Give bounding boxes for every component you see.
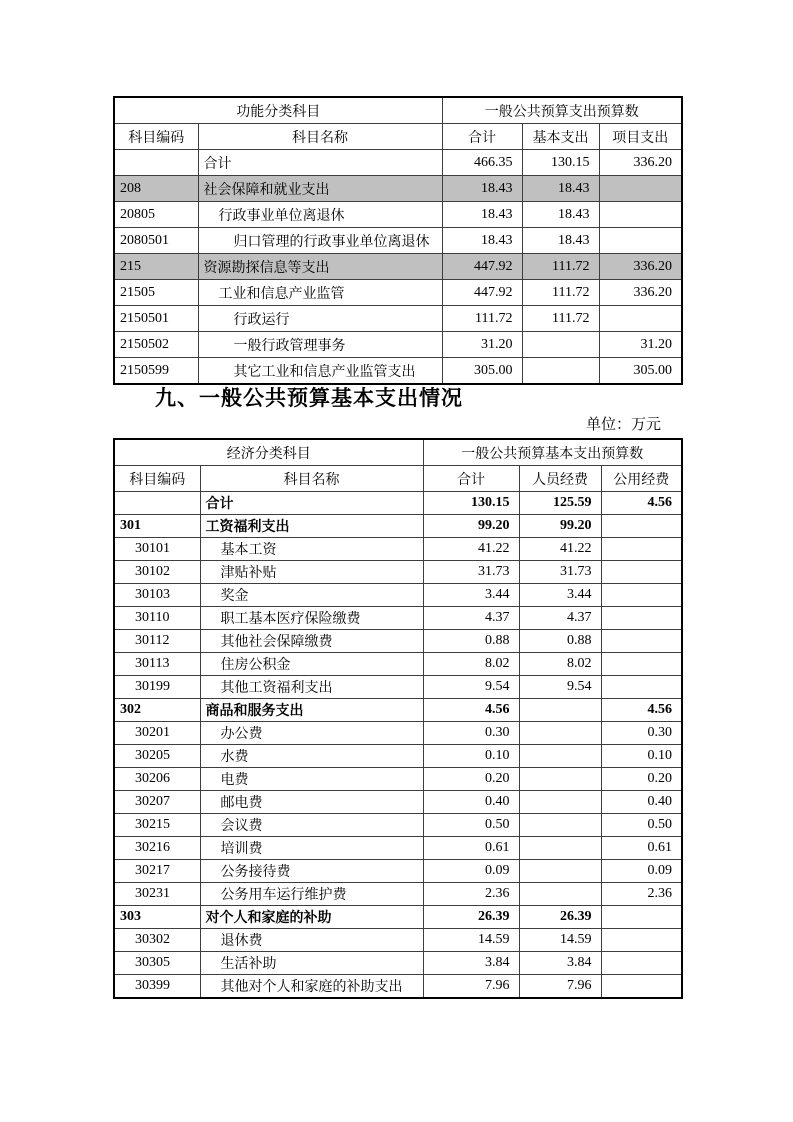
subject-name-cell: 归口管理的行政事业单位离退休 bbox=[198, 228, 442, 254]
col-header-basic-expense: 基本支出 bbox=[522, 124, 599, 150]
amount-cell bbox=[599, 228, 682, 254]
amount-cell bbox=[601, 906, 682, 929]
amount-cell: 111.72 bbox=[442, 306, 522, 332]
amount-cell: 99.20 bbox=[519, 515, 601, 538]
amount-cell bbox=[599, 306, 682, 332]
subject-code-cell: 208 bbox=[114, 176, 198, 202]
subject-code-cell: 30302 bbox=[114, 929, 200, 952]
amount-cell: 18.43 bbox=[522, 202, 599, 228]
table-row bbox=[114, 607, 682, 630]
subject-code-cell: 30101 bbox=[114, 538, 200, 561]
amount-cell: 26.39 bbox=[423, 906, 519, 929]
table-row bbox=[114, 306, 682, 332]
amount-cell bbox=[519, 837, 601, 860]
subject-name-cell: 其它工业和信息产业监管支出 bbox=[198, 358, 442, 385]
amount-cell: 447.92 bbox=[442, 280, 522, 306]
subject-name-cell: 邮电费 bbox=[200, 791, 423, 814]
amount-cell: 31.73 bbox=[519, 561, 601, 584]
section-heading: 九、一般公共预算基本支出情况 bbox=[155, 387, 463, 410]
amount-cell bbox=[601, 607, 682, 630]
amount-cell: 2.36 bbox=[423, 883, 519, 906]
group-header-economic: 经济分类科目 bbox=[114, 439, 423, 466]
subject-code-cell: 30205 bbox=[114, 745, 200, 768]
table-row bbox=[114, 584, 682, 607]
subject-code-cell: 302 bbox=[114, 699, 200, 722]
table-row bbox=[114, 745, 682, 768]
amount-cell: 3.84 bbox=[423, 952, 519, 975]
amount-cell bbox=[519, 814, 601, 837]
amount-cell bbox=[519, 860, 601, 883]
amount-cell bbox=[519, 699, 601, 722]
column-header-row bbox=[114, 466, 682, 492]
subject-code-cell bbox=[114, 150, 198, 176]
amount-cell: 31.20 bbox=[442, 332, 522, 358]
amount-cell: 18.43 bbox=[442, 228, 522, 254]
amount-cell: 0.09 bbox=[601, 860, 682, 883]
subject-name-cell: 奖金 bbox=[200, 584, 423, 607]
table-row bbox=[114, 906, 682, 929]
amount-cell bbox=[519, 768, 601, 791]
amount-cell: 4.37 bbox=[423, 607, 519, 630]
amount-cell: 0.88 bbox=[423, 630, 519, 653]
subject-name-cell: 合计 bbox=[200, 492, 423, 515]
amount-cell: 3.44 bbox=[519, 584, 601, 607]
amount-cell: 0.40 bbox=[423, 791, 519, 814]
table-row bbox=[114, 538, 682, 561]
amount-cell: 4.56 bbox=[601, 699, 682, 722]
subject-name-cell: 职工基本医疗保险缴费 bbox=[200, 607, 423, 630]
amount-cell: 4.56 bbox=[423, 699, 519, 722]
amount-cell: 7.96 bbox=[423, 975, 519, 999]
table-row bbox=[114, 228, 682, 254]
amount-cell bbox=[522, 332, 599, 358]
subject-name-cell: 培训费 bbox=[200, 837, 423, 860]
group-header-row bbox=[114, 97, 682, 124]
amount-cell: 4.56 bbox=[601, 492, 682, 515]
subject-code-cell: 30305 bbox=[114, 952, 200, 975]
amount-cell bbox=[601, 538, 682, 561]
amount-cell: 8.02 bbox=[423, 653, 519, 676]
subject-code-cell: 2150599 bbox=[114, 358, 198, 385]
table-row bbox=[114, 492, 682, 515]
subject-name-cell: 资源勘探信息等支出 bbox=[198, 254, 442, 280]
amount-cell: 305.00 bbox=[599, 358, 682, 385]
amount-cell bbox=[519, 883, 601, 906]
amount-cell: 130.15 bbox=[423, 492, 519, 515]
amount-cell: 0.30 bbox=[423, 722, 519, 745]
subject-name-cell: 津贴补贴 bbox=[200, 561, 423, 584]
amount-cell: 130.15 bbox=[522, 150, 599, 176]
unit-label: 单位：万元 bbox=[585, 417, 661, 433]
amount-cell bbox=[599, 176, 682, 202]
amount-cell: 0.30 bbox=[601, 722, 682, 745]
subject-code-cell: 30103 bbox=[114, 584, 200, 607]
subject-name-cell: 其他社会保障缴费 bbox=[200, 630, 423, 653]
amount-cell bbox=[519, 745, 601, 768]
amount-cell: 18.43 bbox=[442, 176, 522, 202]
amount-cell: 336.20 bbox=[599, 280, 682, 306]
amount-cell: 111.72 bbox=[522, 306, 599, 332]
table-row bbox=[114, 929, 682, 952]
subject-code-cell: 30216 bbox=[114, 837, 200, 860]
subject-name-cell: 办公费 bbox=[200, 722, 423, 745]
amount-cell: 9.54 bbox=[423, 676, 519, 699]
amount-cell bbox=[601, 584, 682, 607]
subject-code-cell bbox=[114, 492, 200, 515]
amount-cell bbox=[522, 358, 599, 385]
table-row bbox=[114, 699, 682, 722]
table-row bbox=[114, 975, 682, 999]
amount-cell: 31.20 bbox=[599, 332, 682, 358]
amount-cell: 0.61 bbox=[601, 837, 682, 860]
table-row bbox=[114, 883, 682, 906]
subject-name-cell: 其他工资福利支出 bbox=[200, 676, 423, 699]
subject-code-cell: 303 bbox=[114, 906, 200, 929]
subject-name-cell: 行政运行 bbox=[198, 306, 442, 332]
subject-code-cell: 2150501 bbox=[114, 306, 198, 332]
table-row bbox=[114, 791, 682, 814]
table-row bbox=[114, 150, 682, 176]
subject-code-cell: 30231 bbox=[114, 883, 200, 906]
amount-cell: 99.20 bbox=[423, 515, 519, 538]
subject-name-cell: 工业和信息产业监管 bbox=[198, 280, 442, 306]
subject-name-cell: 工资福利支出 bbox=[200, 515, 423, 538]
amount-cell: 18.43 bbox=[442, 202, 522, 228]
amount-cell: 111.72 bbox=[522, 280, 599, 306]
subject-code-cell: 30399 bbox=[114, 975, 200, 999]
amount-cell: 0.09 bbox=[423, 860, 519, 883]
subject-name-cell: 合计 bbox=[198, 150, 442, 176]
amount-cell: 0.10 bbox=[423, 745, 519, 768]
col-header-subject-code: 科目编码 bbox=[114, 466, 200, 492]
table-row bbox=[114, 676, 682, 699]
col-header-subject-name: 科目名称 bbox=[200, 466, 423, 492]
subject-code-cell: 2150502 bbox=[114, 332, 198, 358]
subject-code-cell: 20805 bbox=[114, 202, 198, 228]
amount-cell: 8.02 bbox=[519, 653, 601, 676]
amount-cell: 31.73 bbox=[423, 561, 519, 584]
amount-cell bbox=[519, 791, 601, 814]
amount-cell: 111.72 bbox=[522, 254, 599, 280]
subject-code-cell: 30215 bbox=[114, 814, 200, 837]
col-header-project-expense: 项目支出 bbox=[599, 124, 682, 150]
table-row bbox=[114, 280, 682, 306]
subject-name-cell: 住房公积金 bbox=[200, 653, 423, 676]
table-row bbox=[114, 358, 682, 385]
amount-cell: 336.20 bbox=[599, 254, 682, 280]
subject-name-cell: 行政事业单位离退休 bbox=[198, 202, 442, 228]
amount-cell bbox=[519, 722, 601, 745]
subject-code-cell: 21505 bbox=[114, 280, 198, 306]
amount-cell: 41.22 bbox=[519, 538, 601, 561]
subject-name-cell: 社会保障和就业支出 bbox=[198, 176, 442, 202]
table-row bbox=[114, 176, 682, 202]
group-header-row bbox=[114, 439, 682, 466]
table-row bbox=[114, 722, 682, 745]
subject-name-cell: 对个人和家庭的补助 bbox=[200, 906, 423, 929]
subject-code-cell: 30207 bbox=[114, 791, 200, 814]
table-row bbox=[114, 653, 682, 676]
subject-code-cell: 215 bbox=[114, 254, 198, 280]
subject-code-cell: 301 bbox=[114, 515, 200, 538]
amount-cell bbox=[601, 515, 682, 538]
col-header-personnel-expense: 人员经费 bbox=[519, 466, 601, 492]
subject-code-cell: 30199 bbox=[114, 676, 200, 699]
amount-cell: 9.54 bbox=[519, 676, 601, 699]
amount-cell: 0.40 bbox=[601, 791, 682, 814]
functional-classification-table bbox=[113, 96, 683, 385]
col-header-subject-name: 科目名称 bbox=[198, 124, 442, 150]
group-header-functional: 功能分类科目 bbox=[114, 97, 442, 124]
economic-classification-table bbox=[113, 438, 683, 999]
col-header-public-expense: 公用经费 bbox=[601, 466, 682, 492]
column-header-row bbox=[114, 124, 682, 150]
amount-cell bbox=[601, 630, 682, 653]
subject-name-cell: 电费 bbox=[200, 768, 423, 791]
subject-code-cell: 30110 bbox=[114, 607, 200, 630]
table-row bbox=[114, 561, 682, 584]
amount-cell bbox=[601, 929, 682, 952]
amount-cell: 447.92 bbox=[442, 254, 522, 280]
amount-cell: 0.20 bbox=[423, 768, 519, 791]
table-row bbox=[114, 952, 682, 975]
amount-cell: 305.00 bbox=[442, 358, 522, 385]
col-header-total: 合计 bbox=[442, 124, 522, 150]
amount-cell bbox=[601, 952, 682, 975]
amount-cell: 18.43 bbox=[522, 228, 599, 254]
table-row bbox=[114, 332, 682, 358]
subject-name-cell: 会议费 bbox=[200, 814, 423, 837]
subject-name-cell: 商品和服务支出 bbox=[200, 699, 423, 722]
amount-cell: 2.36 bbox=[601, 883, 682, 906]
table-row bbox=[114, 254, 682, 280]
subject-code-cell: 30201 bbox=[114, 722, 200, 745]
amount-cell: 0.10 bbox=[601, 745, 682, 768]
amount-cell: 4.37 bbox=[519, 607, 601, 630]
amount-cell: 0.50 bbox=[423, 814, 519, 837]
amount-cell: 3.44 bbox=[423, 584, 519, 607]
amount-cell bbox=[599, 202, 682, 228]
subject-code-cell: 30112 bbox=[114, 630, 200, 653]
amount-cell bbox=[601, 561, 682, 584]
table-row bbox=[114, 860, 682, 883]
table-row bbox=[114, 837, 682, 860]
amount-cell: 125.59 bbox=[519, 492, 601, 515]
subject-code-cell: 30113 bbox=[114, 653, 200, 676]
amount-cell: 466.35 bbox=[442, 150, 522, 176]
table-row bbox=[114, 814, 682, 837]
amount-cell: 0.50 bbox=[601, 814, 682, 837]
subject-name-cell: 公务用车运行维护费 bbox=[200, 883, 423, 906]
amount-cell: 14.59 bbox=[423, 929, 519, 952]
amount-cell: 0.20 bbox=[601, 768, 682, 791]
subject-name-cell: 公务接待费 bbox=[200, 860, 423, 883]
subject-code-cell: 30217 bbox=[114, 860, 200, 883]
subject-code-cell: 30102 bbox=[114, 561, 200, 584]
table-row bbox=[114, 515, 682, 538]
subject-name-cell: 其他对个人和家庭的补助支出 bbox=[200, 975, 423, 999]
subject-code-cell: 2080501 bbox=[114, 228, 198, 254]
subject-name-cell: 生活补助 bbox=[200, 952, 423, 975]
amount-cell: 336.20 bbox=[599, 150, 682, 176]
amount-cell: 0.61 bbox=[423, 837, 519, 860]
amount-cell bbox=[601, 653, 682, 676]
group-header-basic-budget: 一般公共预算基本支出预算数 bbox=[423, 439, 682, 466]
subject-name-cell: 一般行政管理事务 bbox=[198, 332, 442, 358]
amount-cell: 0.88 bbox=[519, 630, 601, 653]
subject-name-cell: 水费 bbox=[200, 745, 423, 768]
subject-name-cell: 基本工资 bbox=[200, 538, 423, 561]
subject-name-cell: 退休费 bbox=[200, 929, 423, 952]
amount-cell bbox=[601, 676, 682, 699]
amount-cell: 14.59 bbox=[519, 929, 601, 952]
table-row bbox=[114, 768, 682, 791]
amount-cell: 26.39 bbox=[519, 906, 601, 929]
group-header-budget: 一般公共预算支出预算数 bbox=[442, 97, 682, 124]
amount-cell: 7.96 bbox=[519, 975, 601, 999]
table-row bbox=[114, 630, 682, 653]
amount-cell: 3.84 bbox=[519, 952, 601, 975]
table-row bbox=[114, 202, 682, 228]
amount-cell: 18.43 bbox=[522, 176, 599, 202]
col-header-subject-code: 科目编码 bbox=[114, 124, 198, 150]
col-header-total: 合计 bbox=[423, 466, 519, 492]
subject-code-cell: 30206 bbox=[114, 768, 200, 791]
amount-cell: 41.22 bbox=[423, 538, 519, 561]
amount-cell bbox=[601, 975, 682, 999]
